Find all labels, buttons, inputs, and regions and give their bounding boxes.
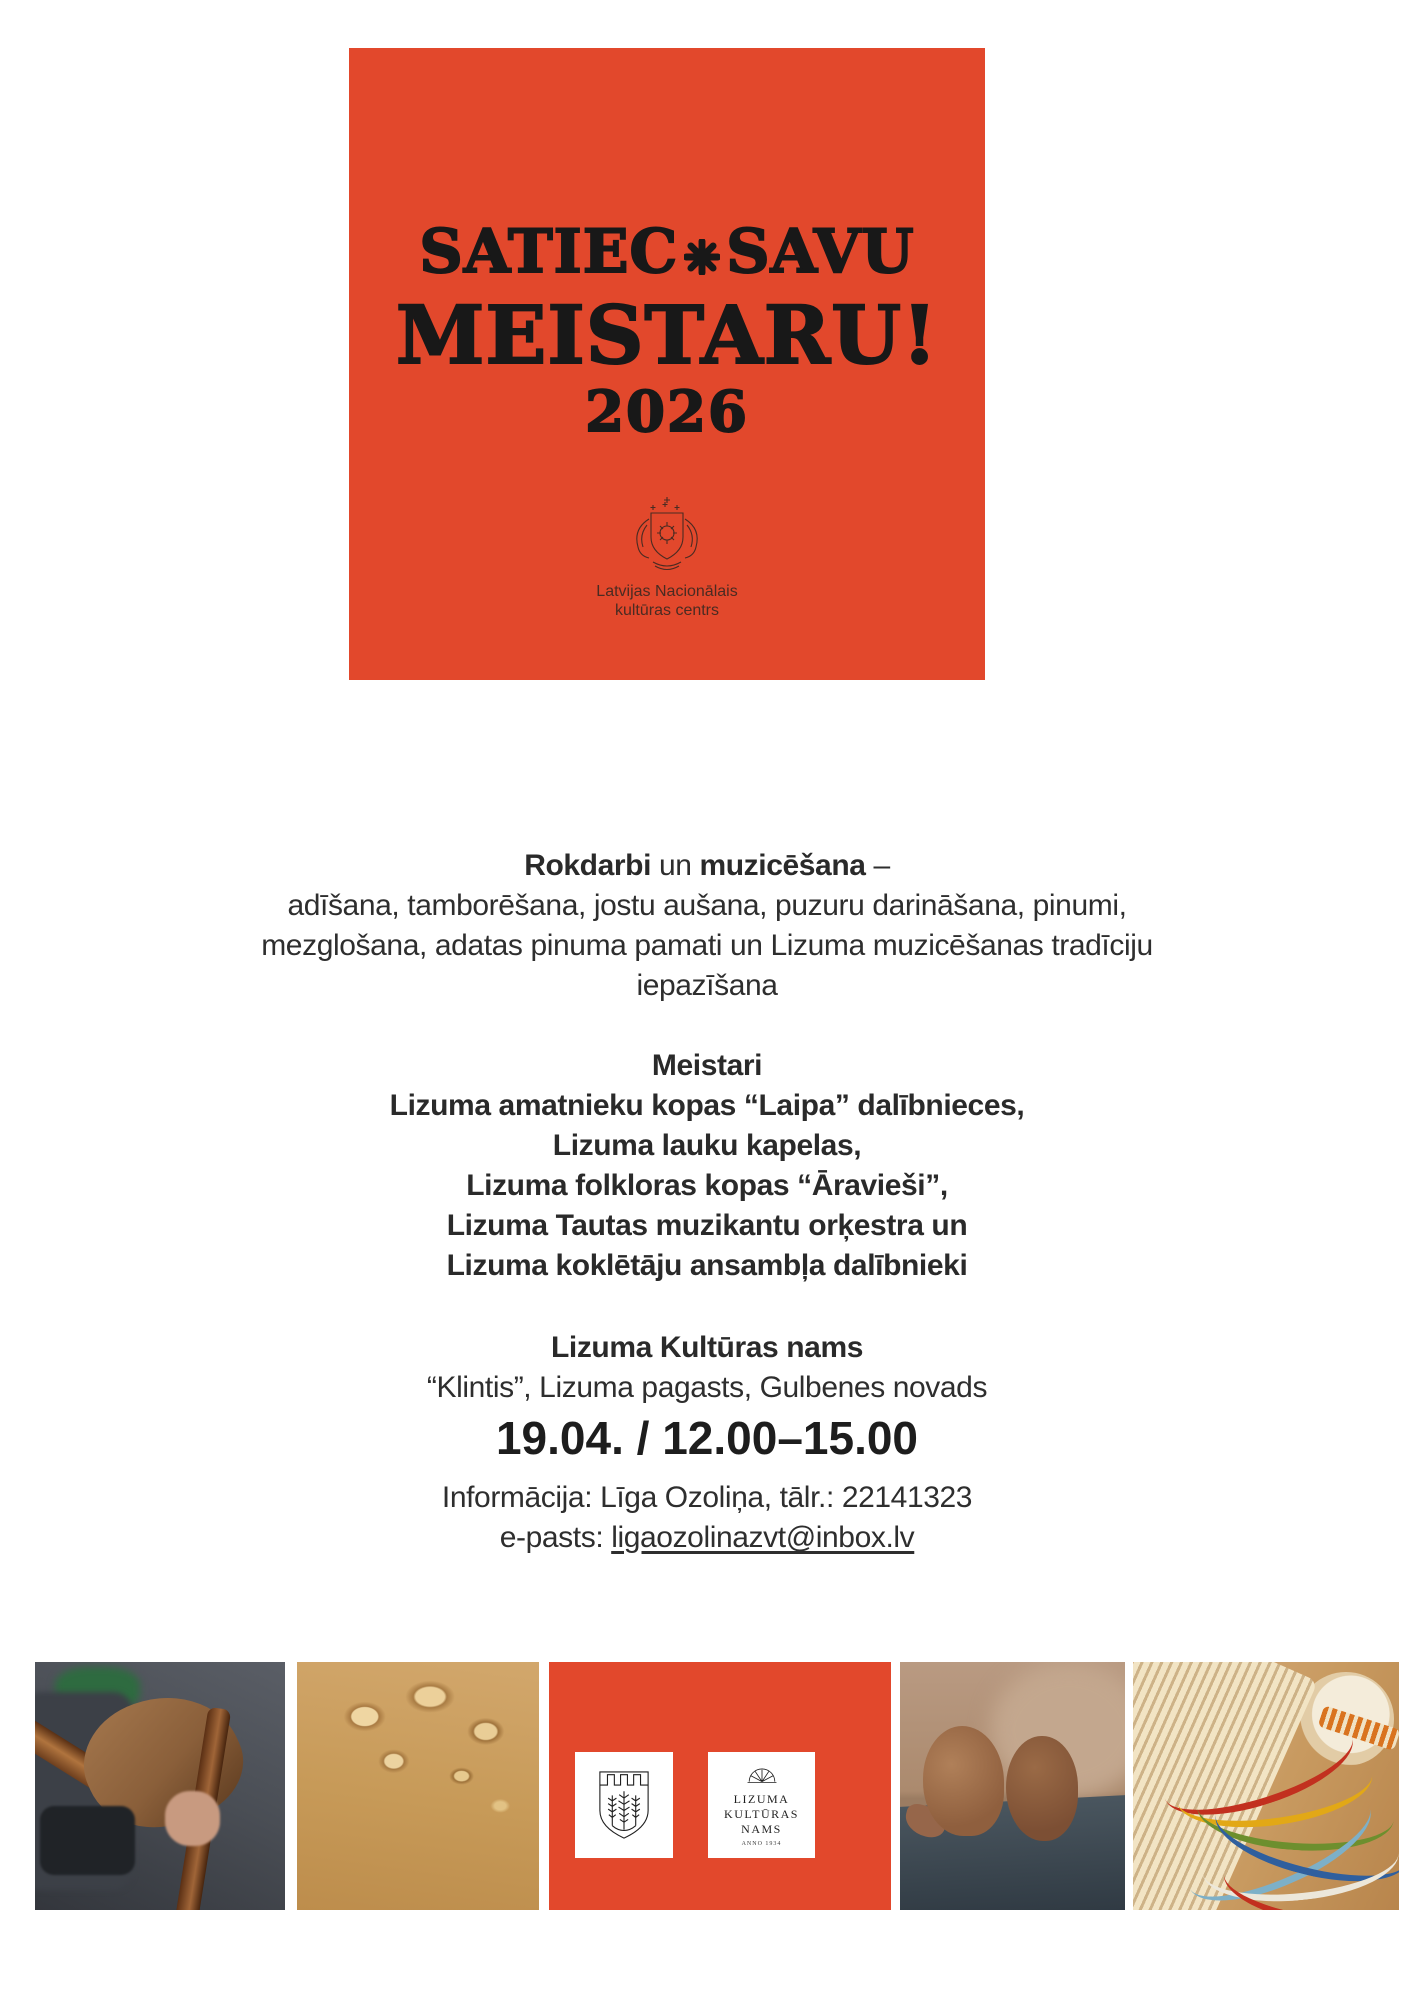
photo-traditional-craftsman [35,1662,285,1910]
title-line-2: MEISTARU! [395,288,939,382]
photo-wood-shavings [297,1662,539,1910]
intro-lead-line [0,846,1414,886]
house-logo-anno: ANNO 1934 [741,1840,782,1847]
venue-section [0,1328,1414,1408]
intro-paragraph [0,846,1414,1006]
photo1-knit-glove [40,1806,135,1875]
intro-line-2: mezglošana, adatas pinuma pamati un Lizuma muzicēšanas tradīciju [261,929,1153,962]
photo3-clay-bird-right [1006,1736,1078,1840]
title-word-satiec: SATIEC [419,217,679,287]
photo-weaving-threads [1133,1662,1399,1910]
masters-section [0,1046,1414,1286]
masters-line-1: Lizuma amatnieku kopas “Laipa” dalībnieces, [389,1089,1025,1122]
photo3-clay-bird-left [923,1726,1004,1835]
contact-info: Informācija: Līga Ozoliņa, tālr.: 22141323 [441,1481,973,1514]
masters-line-2: Lizuma lauku kapelas, [552,1129,862,1162]
lizuma-kulturas-nams-logo [708,1752,815,1858]
title-word-savu: SAVU [726,217,915,287]
intro-lead-un: un [651,849,700,882]
house-logo-line2: KULTŪRAS [724,1806,799,1821]
venue-name: Lizuma Kultūras nams [550,1331,864,1364]
latvia-coat-of-arms-icon [627,495,707,582]
footer-orange-logo-block [549,1662,891,1910]
photo1-hand [165,1791,220,1846]
email-link[interactable]: ligaozolinazvt@inbox.lv [611,1521,915,1554]
title-line-1 [349,216,985,291]
masters-heading: Meistari [651,1049,763,1082]
intro-line-1: adīšana, tamborēšana, jostu aušana, puzuru darināšana, pinumi, [287,889,1127,922]
house-logo-line1: LIZUMA [733,1791,790,1806]
lizums-castle-crest-logo [575,1752,673,1858]
castle-crest-icon [593,1764,655,1846]
poster-title [349,216,985,445]
photo-clay-bird-figurines [900,1662,1125,1910]
star-icon [684,220,720,290]
intro-lead-bold-rokdarbi: Rokdarbi [524,849,652,882]
org-caption-line1: Latvijas Nacionālais [596,583,738,600]
sunrise-fan-icon [745,1764,779,1789]
event-datetime: 19.04. / 12.00–15.00 [495,1412,919,1464]
org-caption [349,582,985,620]
intro-lead-bold-muzicesana: muzicēšana [699,849,866,882]
masters-line-3: Lizuma folkloras kopas “Āravieši”, [466,1169,948,1202]
email-line [0,1518,1414,1558]
title-year: 2026 [585,379,749,445]
email-prefix: e-pasts: [499,1521,612,1554]
venue-address: “Klintis”, Lizuma pagasts, Gulbenes novads [426,1371,988,1404]
org-caption-line2: kultūras centrs [614,602,720,619]
intro-lead-dash: – [865,849,890,882]
hero-orange-square [349,48,985,680]
house-logo-line3: NAMS [741,1821,782,1836]
masters-line-4: Lizuma Tautas muzikantu orķestra un [446,1209,968,1242]
masters-line-5: Lizuma koklētāju ansambļa dalībnieki [446,1249,968,1282]
intro-line-3: iepazīšana [636,969,778,1002]
